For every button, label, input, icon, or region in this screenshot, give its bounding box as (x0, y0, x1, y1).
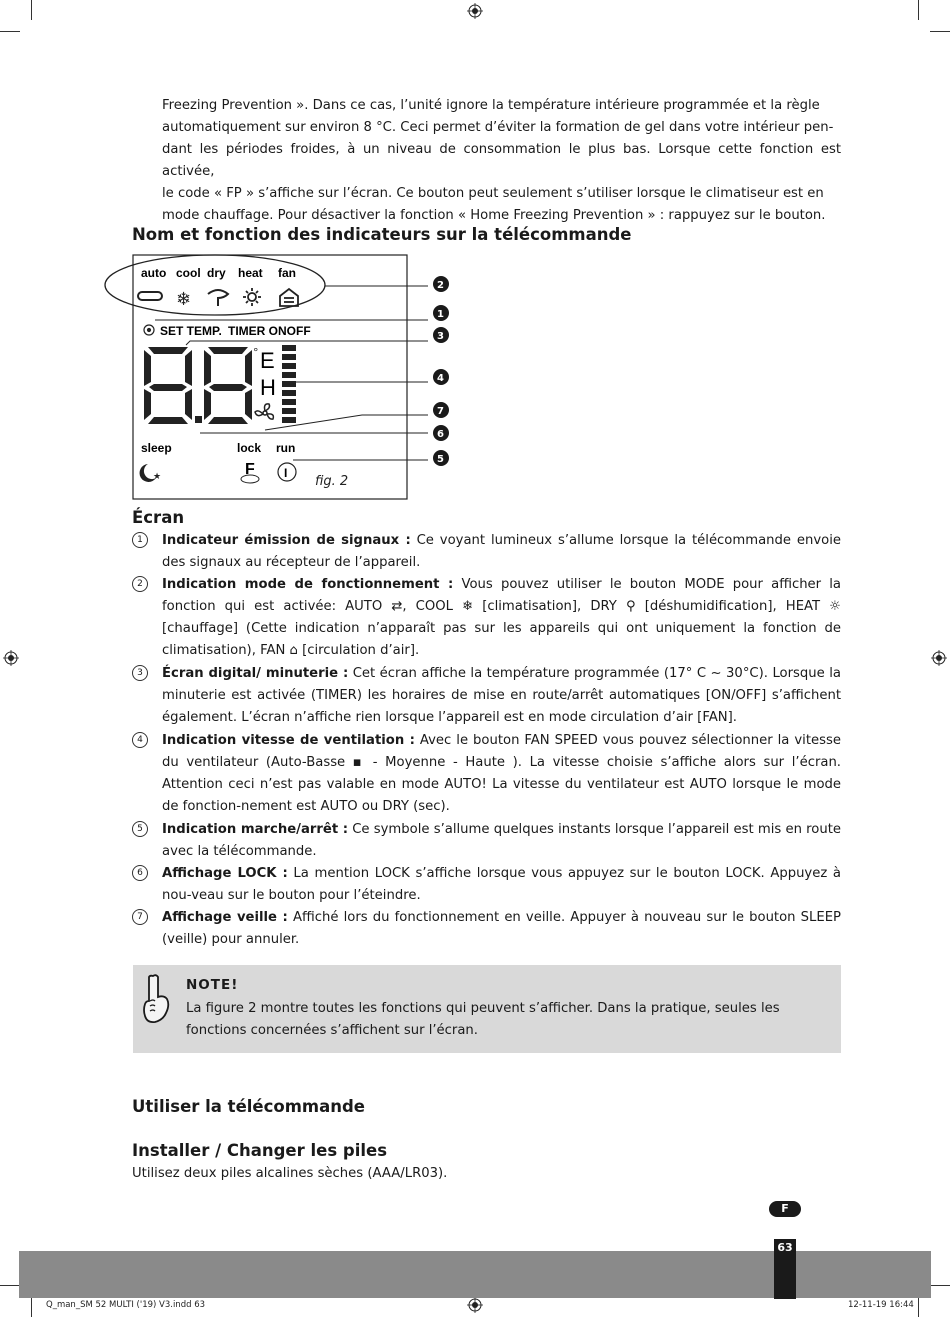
auto-icon (138, 292, 162, 300)
item-text: La mention LOCK s’affiche lorsque vous appuyez sur le bouton LOCK. Appuyez à nou-veau sur le bouton pour l’éteindre. (162, 866, 841, 903)
language-badge: F (769, 1201, 801, 1217)
item-number: 5 (132, 821, 148, 837)
item-number: 6 (132, 865, 148, 881)
callout-markers (433, 276, 449, 466)
fan-swirl-icon (255, 404, 273, 419)
note-box (133, 965, 841, 1053)
heat-icon (243, 288, 261, 306)
crop-mark (31, 0, 32, 20)
run-label: run (276, 441, 296, 455)
intro-line: dant les périodes froides, à un niveau de consommation le plus bas. Lorsque cette fonction est activée, (162, 142, 841, 179)
lock-label: lock (237, 441, 262, 455)
timer-label: TIMER ONOFF (228, 324, 311, 338)
list-item (132, 730, 841, 818)
callout-6: 6 (437, 429, 444, 440)
pointing-hand-icon (141, 973, 171, 1025)
item-text: Cet écran affiche la température programmée (17° C ~ 30°C). Lorsque la minuterie est activée (TIMER) les horaires de mise en route/arrêt automatiques [ON/OFF] s’affichent également. L’écran n’affiche rien lorsque l’appareil est en mode circulation d’air [FAN]. (162, 666, 841, 725)
mode-label-heat: heat (238, 266, 263, 280)
mode-label-cool: cool (176, 266, 201, 280)
intro-paragraph (162, 95, 841, 227)
intro-line: automatiquement sur environ 8 °C. Ceci permet d’éviter la formation de gel dans votre intérieur pen- (162, 120, 834, 135)
mode-label-dry: dry (207, 266, 226, 280)
lcd-digits (144, 347, 252, 424)
section-heading-indicators: Nom et fonction des indicateurs sur la télécommande (132, 225, 632, 244)
mode-label-auto: auto (141, 266, 167, 280)
e-indicator: E (260, 348, 275, 373)
section-heading-use-remote: Utiliser la télécommande (132, 1097, 365, 1116)
item-label: Indication mode de fonctionnement : (162, 577, 454, 592)
intro-line: mode chauffage. Pour désactiver la fonction « Home Freezing Prevention » : rappuyez sur le bouton. (162, 208, 826, 223)
fan-speed-bars (282, 345, 296, 423)
item-label: Indication marche/arrêt : (162, 822, 349, 837)
list-item (132, 819, 841, 863)
crop-mark (930, 1285, 950, 1286)
crop-mark (0, 31, 20, 32)
item-number: 3 (132, 665, 148, 681)
item-text: Ce voyant lumineux s’allume lorsque la télécommande envoie des signaux au récepteur de l’appareil. (162, 533, 841, 570)
item-label: Indication vitesse de ventilation : (162, 733, 415, 748)
mode-label-fan: fan (278, 266, 296, 280)
crop-mark (930, 31, 950, 32)
list-item (132, 863, 841, 907)
remote-display-figure (100, 250, 460, 505)
section-heading-batteries: Installer / Changer les piles (132, 1141, 388, 1160)
item-label: Affichage LOCK : (162, 866, 288, 881)
figure-caption: fig. 2 (315, 474, 349, 489)
page-number-tab (774, 1239, 796, 1299)
item-text: Vous pouvez utiliser le bouton MODE pour afficher la fonction qui est activée: AUTO ⇄, COOL ❄ [climatisation], DRY ⚲ [déshumidification], HEAT ☼ [chauffage] (Cette indication n’apparaît pas sur les appareils qui ont uniquement la fonction de climatisation), FAN ⌂ [circulation d’air]. (162, 577, 841, 658)
list-item (132, 530, 841, 574)
h-indicator: H (260, 375, 276, 400)
item-number: 1 (132, 532, 148, 548)
note-text: La figure 2 montre toutes les fonctions qui peuvent s’afficher. Dans la pratique, seules les fonctions concernées s’affichent sur l’écran. (186, 1001, 780, 1038)
dry-icon (208, 290, 228, 306)
registration-mark-icon (467, 3, 483, 19)
list-item (132, 907, 841, 951)
fan-mode-icon (280, 289, 298, 306)
crop-mark (918, 0, 919, 20)
svg-text:★: ★ (153, 472, 162, 482)
callout-2: 2 (437, 280, 444, 291)
page-number: 63 (777, 1241, 793, 1254)
lock-glyph: F (245, 461, 255, 478)
callout-3: 3 (437, 331, 444, 342)
callout-1: 1 (437, 309, 444, 320)
batteries-text: Utilisez deux piles alcalines sèches (AAA/LR03). (132, 1166, 448, 1181)
item-label: Écran digital/ minuterie : (162, 666, 349, 681)
callout-7: 7 (437, 406, 444, 417)
crop-mark (0, 1285, 20, 1286)
section-heading-ecran: Écran (132, 508, 185, 527)
item-label: Indicateur émission de signaux : (162, 533, 411, 548)
registration-mark-icon (3, 650, 19, 666)
crop-mark (918, 1297, 919, 1317)
intro-line: le code « FP » s’affiche sur l’écran. Ce bouton peut seulement s’utiliser lorsque le climatiseur est en (162, 186, 824, 201)
intro-line: Freezing Prevention ». Dans ce cas, l’unité ignore la température intérieure programmée et la règle (162, 98, 820, 113)
callout-4: 4 (437, 373, 444, 384)
list-item (132, 574, 841, 662)
file-slug: Q_man_SM 52 MULTI ('19) V3.indd 63 (46, 1300, 206, 1310)
crop-mark (31, 1297, 32, 1317)
item-number: 2 (132, 576, 148, 592)
item-text: Affiché lors du fonctionnement en veille. Appuyer à nouveau sur le bouton SLEEP (veille) pour annuler. (162, 910, 841, 947)
degree-symbol: ° (253, 346, 259, 359)
item-label: Affichage veille : (162, 910, 288, 925)
callout-5: 5 (437, 454, 444, 465)
item-text: Avec le bouton FAN SPEED vous pouvez sélectionner la vitesse du ventilateur (Auto-Basse ▪ - Moyenne - Haute ). La vitesse choisie s’affiche alors sur l’écran. Attention ceci n’est pas valable en mode AUTO! La vitesse du ventilateur est AUTO lorsque le mode de fonction-nement est AUTO ou DRY (sec). (162, 733, 841, 814)
set-temp-label: SET TEMP. (160, 324, 222, 338)
item-number: 4 (132, 732, 148, 748)
list-item (132, 663, 841, 729)
signal-icon (144, 325, 154, 335)
run-glyph: I (284, 466, 288, 480)
sleep-label: sleep (141, 441, 172, 455)
note-title: NOTE! (186, 977, 239, 993)
registration-mark-icon (931, 650, 947, 666)
sleep-icon (140, 464, 162, 482)
cool-icon: ❄ (176, 289, 192, 310)
registration-mark-icon (467, 1297, 483, 1313)
date-slug: 12-11-19 16:44 (848, 1300, 914, 1310)
item-text: Ce symbole s’allume quelques instants lorsque l’appareil est mis en route avec la télécommande. (162, 822, 841, 859)
item-number: 7 (132, 909, 148, 925)
